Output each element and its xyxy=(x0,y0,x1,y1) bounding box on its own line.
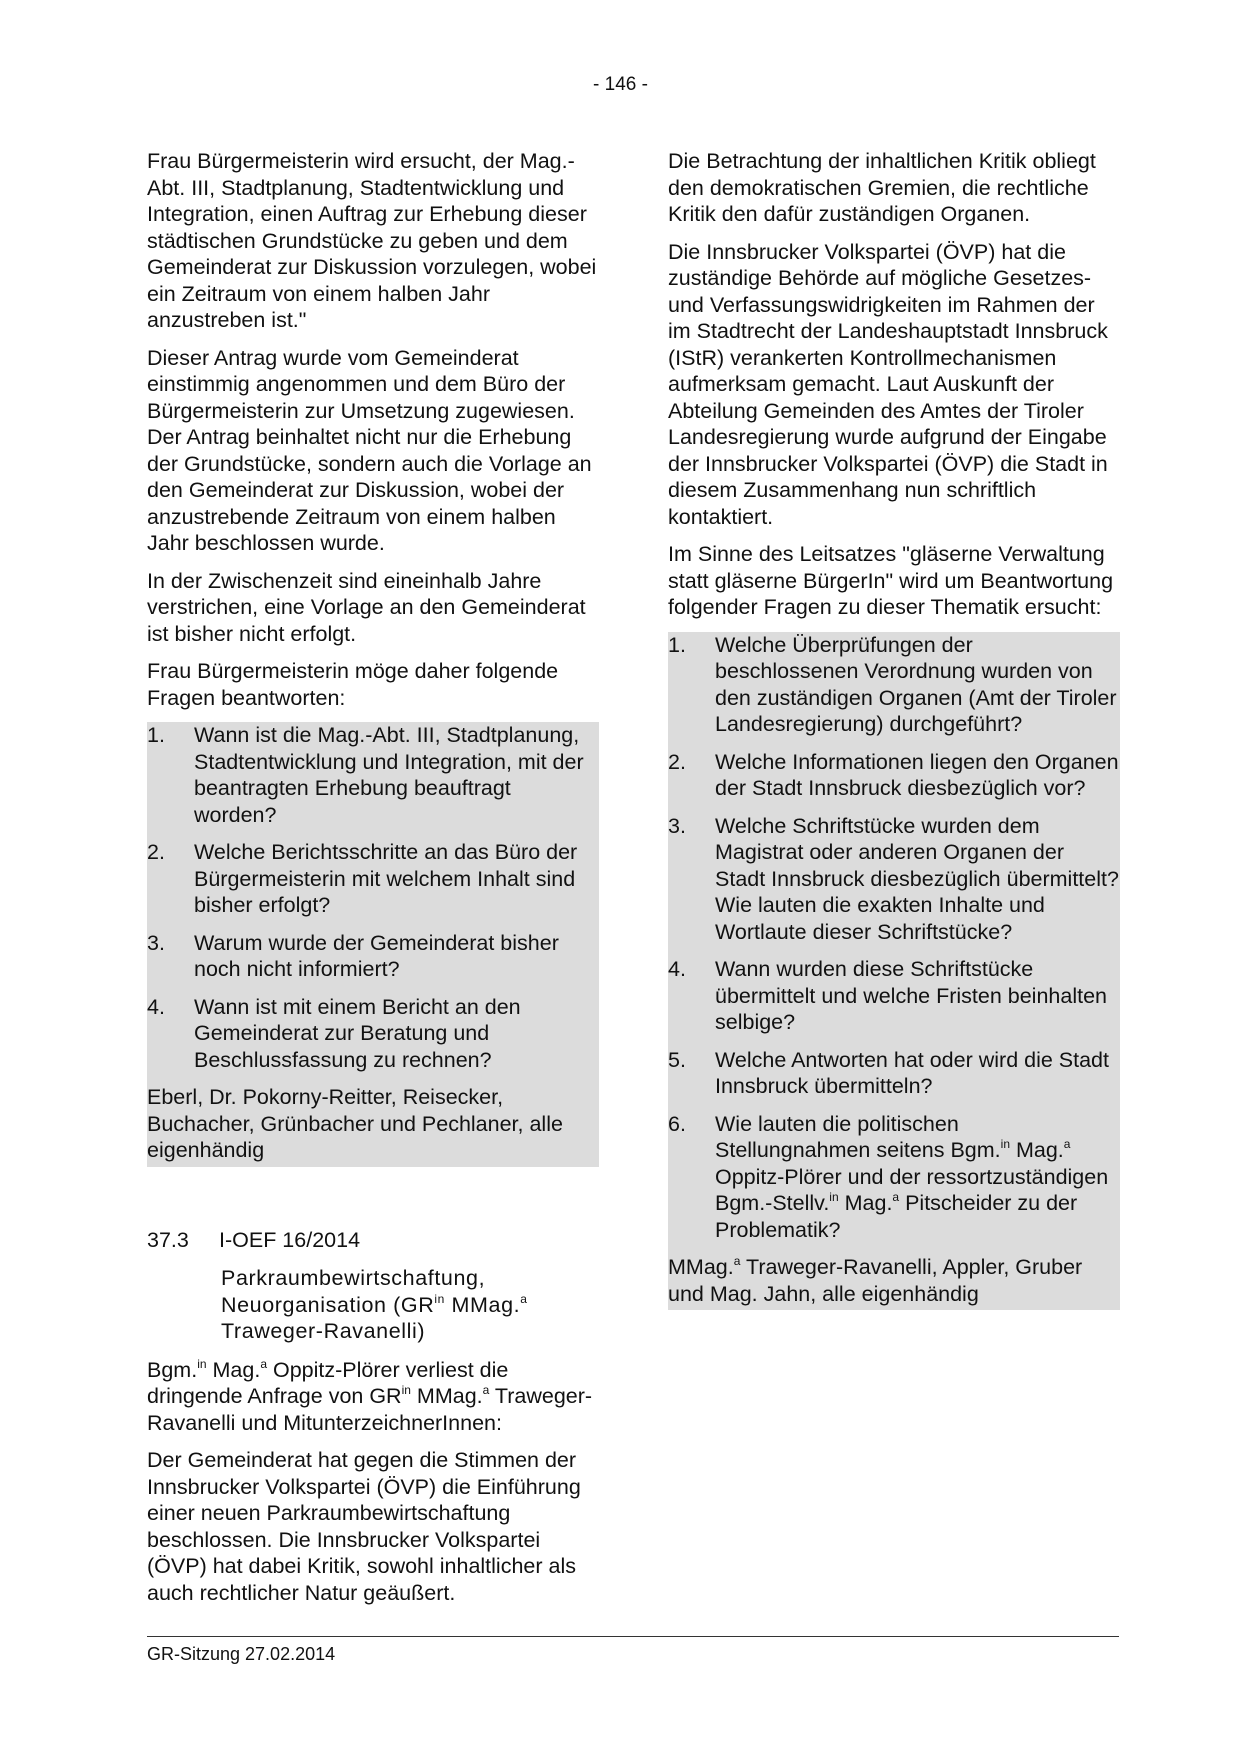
item-number: 4. xyxy=(147,994,165,1019)
text: Traweger-Ravanelli, Appler, Gruber und Mag. Jahn, alle eigenhändig xyxy=(668,1255,1083,1306)
text: Wie lauten die politischen Stellungnahmen seitens Bgm. xyxy=(715,1111,1001,1162)
paragraph: Im Sinne des Leitsatzes "gläserne Verwaltung statt gläserne BürgerIn" wird um Beantwortung folgender Fragen zu dieser Thematik ersucht: xyxy=(668,542,1114,619)
list-item xyxy=(147,839,599,919)
question-block xyxy=(147,722,599,1167)
question-block xyxy=(668,632,1120,1311)
item-number: 3. xyxy=(668,813,686,838)
agenda-item-heading xyxy=(147,1227,599,1254)
item-text: Welche Schriftstücke wurden dem Magistrat oder anderen Organen der Stadt Innsbruck diesbezüglich übermittelt? Wie lauten die exakten Inhalte und Wortlaute dieser Schriftstücke? xyxy=(715,813,1119,944)
question-list xyxy=(668,632,1120,1244)
superscript: in xyxy=(1000,1137,1010,1151)
paragraph: Dieser Antrag wurde vom Gemeinderat einstimmig angenommen und dem Büro der Bürgermeisterin zur Umsetzung zugewiesen. Der Antrag beinhaltet nicht nur die Erhebung der Grundstücke, sondern auch die Vorlage an den Gemeinderat zur Diskussion, wobei der anzustrebende Zeitraum von einem halben Jahr beschlossen wurde. xyxy=(147,345,592,555)
title-text: Parkraumbewirtschaftung, Neuorganisation (GR xyxy=(221,1266,486,1317)
agenda-item-number: 37.3 xyxy=(147,1227,189,1252)
item-number: 1. xyxy=(147,723,165,747)
paragraph: Die Betrachtung der inhaltlichen Kritik obliegt den demokratischen Gremien, die rechtliche Kritik den dafür zuständigen Organen. xyxy=(668,149,1096,226)
footer: GR-Sitzung 27.02.2014 xyxy=(147,1644,336,1664)
list-item xyxy=(668,956,1120,1036)
paragraph: Frau Bürgermeisterin möge daher folgende Fragen beantworten: xyxy=(147,659,559,710)
item-text: Wann wurden diese Schriftstücke übermittelt und welche Fristen beinhalten selbige? xyxy=(715,957,1107,1034)
item-number: 1. xyxy=(668,632,686,657)
item-text: Wann ist mit einem Bericht an den Gemeinderat zur Beratung und Beschlussfassung zu rechnen? xyxy=(194,994,521,1072)
item-number: 3. xyxy=(147,930,165,955)
list-item xyxy=(668,632,1120,738)
item-number: 5. xyxy=(668,1047,686,1072)
paragraph: In der Zwischenzeit sind eineinhalb Jahre verstrichen, eine Vorlage an den Gemeinderat ist bisher nicht erfolgt. xyxy=(147,568,586,646)
paragraph: Der Gemeinderat hat gegen die Stimmen der Innsbrucker Volkspartei (ÖVP) die Einführung einer neuen Parkraumbewirtschaftung beschlossen. Die Innsbrucker Volkspartei (ÖVP) hat dabei Kritik, sowohl inhaltlicher als auch rechtlicher Natur geäußert. xyxy=(147,1448,581,1605)
item-text: Wann ist die Mag.-Abt. III, Stadtplanung, Stadtentwicklung und Integration, mit der beantragten Erhebung beauftragt worden? xyxy=(194,723,584,827)
superscript: a xyxy=(482,1383,490,1397)
left-column xyxy=(147,148,599,1617)
superscript: in xyxy=(197,1356,207,1371)
item-text: Welche Überprüfungen der beschlossenen Verordnung wurden von den zuständigen Organen (Amt der Tiroler Landesregierung) durchgeführt? xyxy=(715,632,1117,736)
intro-paragraph xyxy=(147,1357,599,1437)
item-number: 2. xyxy=(668,749,686,774)
text: Oppitz-Plörer verliest die dringende Anfrage von GR xyxy=(147,1357,509,1408)
text: MMag. xyxy=(668,1255,734,1279)
superscript: a xyxy=(260,1356,267,1371)
text: Bgm. xyxy=(147,1357,198,1382)
agenda-item-code: I-OEF 16/2014 xyxy=(219,1227,361,1252)
text: MMag. xyxy=(410,1384,483,1408)
item-number: 6. xyxy=(668,1111,686,1136)
title-text: Traweger-Ravanelli) xyxy=(221,1319,426,1343)
item-text xyxy=(715,1111,1120,1244)
superscript: a xyxy=(892,1190,900,1204)
text: Mag. xyxy=(838,1191,893,1215)
list-item xyxy=(147,994,599,1074)
text: Mag. xyxy=(1010,1138,1064,1162)
list-item xyxy=(147,722,599,828)
list-item xyxy=(668,1047,1120,1100)
item-text: Welche Berichtsschritte an das Büro der Bürgermeisterin mit welchem Inhalt sind bisher erfolgt? xyxy=(194,840,578,917)
list-item xyxy=(668,1111,1120,1244)
item-number: 4. xyxy=(668,957,686,981)
title-text: MMag. xyxy=(444,1292,521,1317)
text: Mag. xyxy=(206,1357,261,1382)
paragraph: Die Innsbrucker Volkspartei (ÖVP) hat die zuständige Behörde auf mögliche Gesetzes- und Verfassungswidrigkeiten im Rahmen der im Stadtrecht der Landeshauptstadt Innsbruck (IStR) verankerten Kontrollmechanismen aufmerksam gemacht. Laut Auskunft der Abteilung Gemeinden des Amtes der Tiroler Landesregierung wurde aufgrund der Eingabe der Innsbrucker Volkspartei (ÖVP) die Stadt in diesem Zusammenhang nun schriftlich kontaktiert. xyxy=(668,239,1108,529)
superscript: a xyxy=(520,1291,528,1306)
item-text: Warum wurde der Gemeinderat bisher noch nicht informiert? xyxy=(194,930,559,981)
superscript: a xyxy=(733,1254,741,1268)
list-item xyxy=(668,813,1120,946)
superscript: in xyxy=(829,1190,839,1204)
item-text: Welche Informationen liegen den Organen der Stadt Innsbruck diesbezüglich vor? xyxy=(715,749,1119,800)
list-item xyxy=(668,749,1120,802)
page-number: - 146 - xyxy=(593,74,648,95)
signers: Eberl, Dr. Pokorny-Reitter, Reisecker, Buchacher, Grünbacher und Pechlaner, alle eigenhändig xyxy=(147,1085,563,1162)
text: Oppitz-Plörer und der ressortzuständigen Bgm.-Stellv. xyxy=(715,1164,1109,1215)
list-item xyxy=(147,930,599,983)
signers xyxy=(668,1254,1120,1310)
footer-divider xyxy=(147,1636,1119,1637)
agenda-item-title xyxy=(221,1265,599,1345)
right-column xyxy=(668,148,1120,1310)
item-number: 2. xyxy=(147,840,165,864)
superscript: in xyxy=(401,1383,411,1397)
question-list xyxy=(147,722,599,1073)
text: Pitscheider zu der Problematik? xyxy=(715,1191,1078,1242)
paragraph: Frau Bürgermeisterin wird ersucht, der Mag.-Abt. III, Stadtplanung, Stadtentwicklung und Integration, einen Auftrag zur Erhebung dieser städtischen Grundstücke zu geben und dem Gemeinderat zur Diskussion vorzulegen, wobei ein Zeitraum von einem halben Jahr anzustreben ist." xyxy=(147,149,597,332)
superscript: in xyxy=(434,1291,445,1306)
superscript: a xyxy=(1063,1137,1071,1151)
text: Traweger-Ravanelli und MitunterzeichnerInnen: xyxy=(147,1384,593,1435)
item-text: Welche Antworten hat oder wird die Stadt Innsbruck übermitteln? xyxy=(715,1047,1109,1098)
